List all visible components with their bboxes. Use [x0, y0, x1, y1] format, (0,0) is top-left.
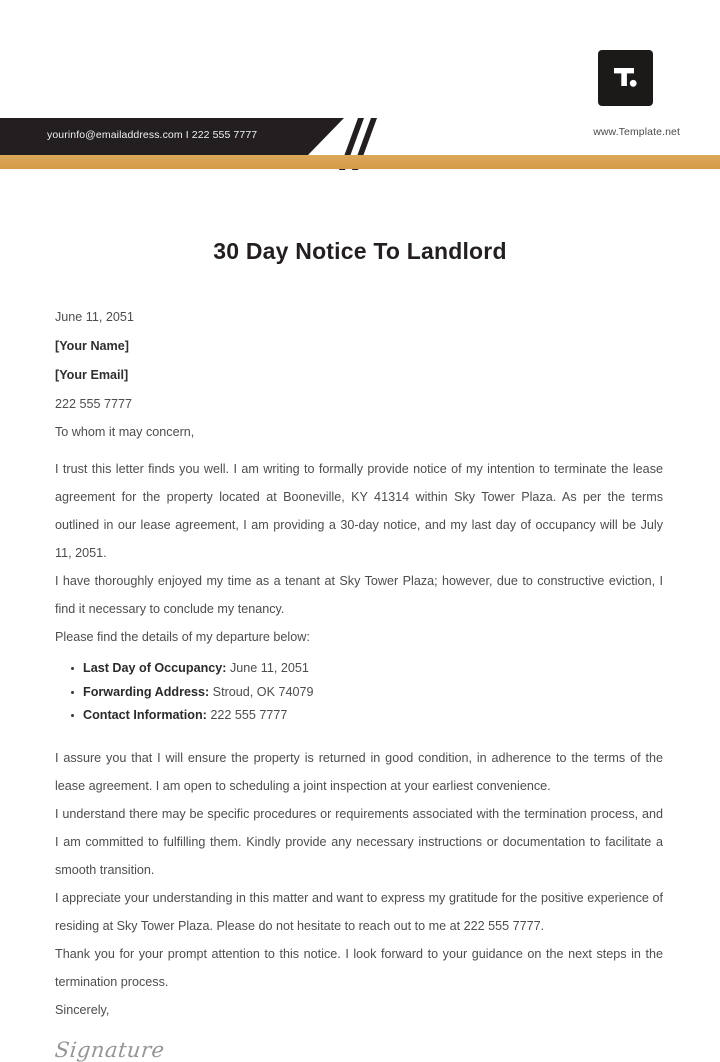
closing-line: Sincerely,: [55, 1002, 110, 1017]
paragraph-details-lead: Please find the details of my departure below:: [55, 630, 310, 644]
header-website-text: www.Template.net: [593, 126, 680, 138]
template-logo-icon: [598, 50, 653, 106]
detail-value: 222 555 7777: [206, 708, 288, 722]
detail-value: June 11, 2051: [226, 661, 309, 675]
salutation: To whom it may concern,: [55, 425, 195, 439]
detail-label: Last Day of Occupancy:: [83, 661, 227, 675]
paragraph-condition: I assure you that I will ensure the property is returned in good condition, in adherence to the terms of the lease agreement. I am open to scheduling a joint inspection at your earliest convenience.: [55, 750, 663, 793]
sender-phone: 222 555 7777: [55, 397, 133, 411]
paragraph-thanks: Thank you for your prompt attention to this notice. I look forward to your guidance on the next steps in the termination process.: [55, 946, 663, 989]
document-header: [0, 0, 720, 175]
detail-label: Contact Information:: [83, 708, 207, 722]
paragraph-intro: I trust this letter finds you well. I am writing to formally provide notice of my intention to terminate the lease agreement for the property located at Booneville, KY 41314 within Sky Tower Plaza. As per the terms outlined in our lease agreement, I am providing a 30-day notice, and my last day of occupancy will be July 11, 2051.: [55, 462, 663, 560]
list-item: [71, 704, 663, 728]
sender-name: [Your Name]: [55, 339, 129, 353]
gold-accent-bar: [0, 155, 720, 169]
letter-body: [55, 303, 663, 1062]
detail-label: Forwarding Address:: [83, 684, 210, 699]
departure-details-list: [55, 657, 663, 728]
page-title: 30 Day Notice To Landlord: [213, 238, 507, 264]
list-item: [71, 681, 663, 705]
list-item: [71, 657, 663, 681]
paragraph-gratitude: I appreciate your understanding in this matter and want to express my gratitude for the positive experience of residing at Sky Tower Plaza. Please do not hesitate to reach out to me at 222 555 7777.: [55, 890, 663, 933]
paragraph-tenancy: I have thoroughly enjoyed my time as a tenant at Sky Tower Plaza; however, due to constructive eviction, I find it necessary to conclude my tenancy.: [55, 574, 663, 616]
detail-value: Stroud, OK 74079: [209, 684, 314, 699]
paragraph-procedures: I understand there may be specific procedures or requirements associated with the termination process, and I am committed to fulfilling them. Kindly provide any necessary instructions or documentation to facilitate a smooth transition.: [55, 806, 663, 877]
letter-date: June 11, 2051: [55, 310, 134, 324]
header-contact-text: yourinfo@emailaddress.com I 222 555 7777: [47, 129, 258, 141]
sender-email: [Your Email]: [55, 368, 129, 382]
signature-mark: Signature: [53, 1037, 166, 1062]
